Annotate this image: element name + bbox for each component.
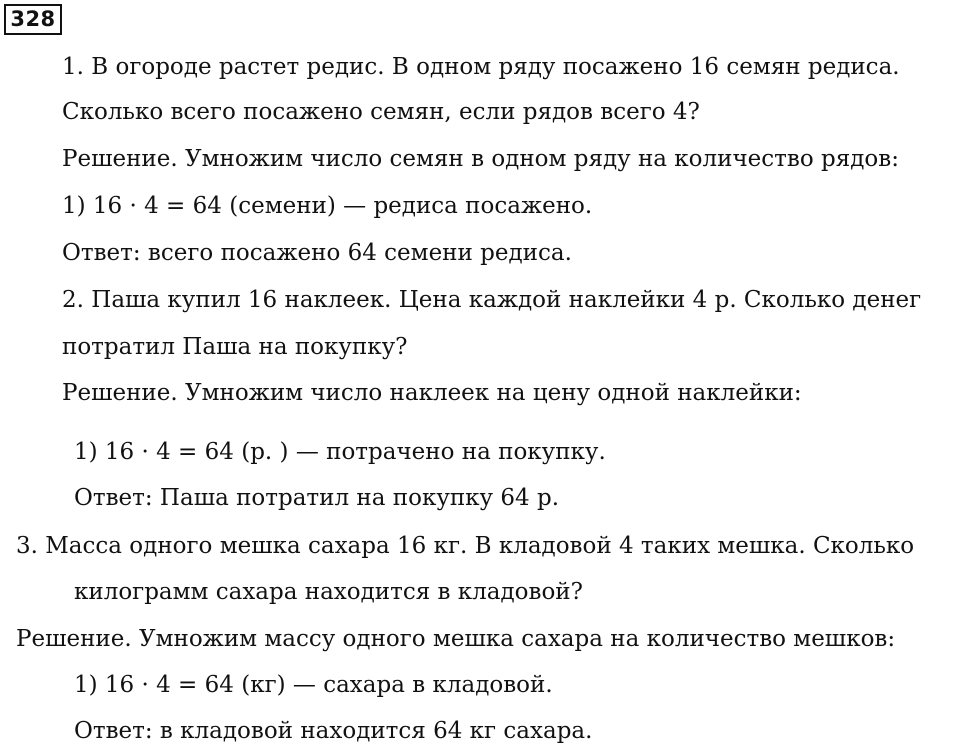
task1-condition-line1: 1. В огороде растет редис. В одном ряду посажено 16 семян редиса. [62, 54, 900, 80]
problem-number: 328 [4, 4, 62, 35]
task2-calculation: 1) 16 · 4 = 64 (р. ) — потрачено на покупку. [74, 439, 606, 465]
task3-calculation: 1) 16 · 4 = 64 (кг) — сахара в кладовой. [74, 672, 553, 698]
task1-calculation: 1) 16 · 4 = 64 (семени) — редиса посажено. [62, 193, 593, 219]
task3-condition-line2: килограмм сахара находится в кладовой? [74, 579, 583, 605]
task1-answer: Ответ: всего посажено 64 семени редиса. [62, 240, 572, 266]
task3-condition-line1: 3. Масса одного мешка сахара 16 кг. В кладовой 4 таких мешка. Сколько [16, 533, 915, 559]
task1-solution-intro: Решение. Умножим число семян в одном ряду на количество рядов: [62, 146, 899, 172]
task3-solution-intro: Решение. Умножим массу одного мешка сахара на количество мешков: [16, 626, 896, 652]
task2-solution-intro: Решение. Умножим число наклеек на цену одной наклейки: [62, 380, 802, 406]
task2-condition-line1: 2. Паша купил 16 наклеек. Цена каждой наклейки 4 р. Сколько денег [62, 287, 922, 313]
task3-answer: Ответ: в кладовой находится 64 кг сахара. [74, 718, 593, 744]
task2-answer: Ответ: Паша потратил на покупку 64 р. [74, 485, 560, 511]
task1-condition-line2: Сколько всего посажено семян, если рядов всего 4? [62, 99, 700, 125]
task2-condition-line2: потратил Паша на покупку? [62, 334, 408, 360]
